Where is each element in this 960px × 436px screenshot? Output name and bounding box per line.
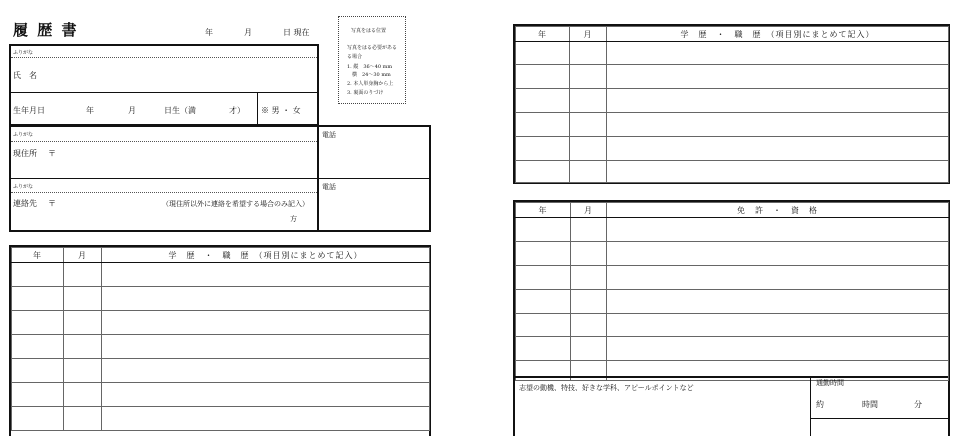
- year-cell[interactable]: [516, 337, 571, 361]
- table-row: [12, 311, 430, 335]
- address-field[interactable]: [60, 144, 310, 174]
- month-column-header: 月: [571, 203, 607, 218]
- contact-field[interactable]: [60, 195, 310, 225]
- month-cell[interactable]: [570, 89, 607, 113]
- address-phone-field[interactable]: [320, 140, 425, 174]
- year-column-header: 年: [12, 248, 64, 263]
- month-cell[interactable]: [570, 137, 607, 161]
- year-cell[interactable]: [516, 242, 571, 266]
- history-cell[interactable]: [607, 161, 949, 183]
- name-furigana-label: ふりがな: [13, 50, 34, 56]
- year-cell[interactable]: [516, 290, 571, 314]
- row-divider: [11, 178, 429, 179]
- photo-instruction: 3. 裏面のりづけ: [347, 90, 384, 96]
- license-cell[interactable]: [607, 266, 949, 290]
- month-cell[interactable]: [64, 359, 102, 383]
- year-cell[interactable]: [12, 287, 64, 311]
- contact-suffix: 方: [290, 215, 297, 223]
- history-cell[interactable]: [607, 42, 949, 65]
- furigana-divider: [11, 141, 317, 142]
- table-row: [12, 407, 430, 431]
- contact-phone-field[interactable]: [320, 192, 425, 226]
- commute-bottom-line: [811, 418, 948, 419]
- month-cell[interactable]: [571, 337, 607, 361]
- table-row: [12, 335, 430, 359]
- license-cell[interactable]: [607, 337, 949, 361]
- history-cell[interactable]: [607, 113, 949, 137]
- photo-instruction: 1. 縦 36〜40 mm: [347, 64, 393, 70]
- photo-instruction: 2. 本人単身胸から上: [347, 81, 394, 87]
- table-row: [516, 314, 949, 337]
- month-cell[interactable]: [64, 311, 102, 335]
- table-row: [12, 383, 430, 407]
- month-cell[interactable]: [570, 161, 607, 183]
- photo-instruction: 横 24〜30 mm: [347, 72, 391, 78]
- year-cell[interactable]: [516, 113, 570, 137]
- commute-divider: [810, 377, 811, 436]
- address-postal-mark: 〒: [48, 149, 56, 158]
- month-column-header: 月: [64, 248, 102, 263]
- table-row: [516, 266, 949, 290]
- history-cell[interactable]: [102, 383, 430, 407]
- history-cell[interactable]: [102, 263, 430, 287]
- month-cell[interactable]: [571, 314, 607, 337]
- month-cell[interactable]: [64, 287, 102, 311]
- month-cell[interactable]: [570, 65, 607, 89]
- table-row: [516, 161, 949, 183]
- photo-instruction: る場合: [347, 54, 363, 60]
- year-cell[interactable]: [12, 359, 64, 383]
- address-label: 現住所: [13, 149, 37, 158]
- date-month-label: 月: [244, 28, 252, 37]
- year-cell[interactable]: [516, 89, 570, 113]
- history-cell[interactable]: [102, 287, 430, 311]
- row-divider: [11, 92, 317, 93]
- year-cell[interactable]: [12, 335, 64, 359]
- license-cell[interactable]: [607, 242, 949, 266]
- photo-instruction: 写真をはる必要がある: [347, 45, 398, 51]
- year-cell[interactable]: [12, 383, 64, 407]
- year-column-header: 年: [516, 203, 571, 218]
- gender-selector[interactable]: ※ 男 ・ 女: [261, 106, 301, 115]
- history-cell[interactable]: [102, 311, 430, 335]
- month-cell[interactable]: [64, 335, 102, 359]
- month-cell[interactable]: [64, 383, 102, 407]
- month-cell[interactable]: [64, 407, 102, 431]
- contact-postal-mark: 〒: [48, 199, 56, 208]
- table-row: [12, 359, 430, 383]
- commute-hours-label: 時間: [862, 400, 878, 409]
- history-cell[interactable]: [102, 359, 430, 383]
- year-cell[interactable]: [516, 314, 571, 337]
- birth-age-label: 才）: [229, 106, 245, 115]
- year-cell[interactable]: [12, 407, 64, 431]
- table-row: [516, 242, 949, 266]
- month-cell[interactable]: [570, 113, 607, 137]
- year-cell[interactable]: [516, 266, 571, 290]
- history-cell[interactable]: [607, 137, 949, 161]
- year-cell[interactable]: [516, 137, 570, 161]
- history-cell[interactable]: [102, 335, 430, 359]
- year-cell[interactable]: [12, 263, 64, 287]
- year-cell[interactable]: [516, 65, 570, 89]
- month-cell[interactable]: [571, 290, 607, 314]
- license-cell[interactable]: [607, 218, 949, 242]
- name-field[interactable]: [60, 60, 310, 90]
- license-column-header: 免 許 ・ 資 格: [607, 203, 949, 218]
- month-cell[interactable]: [570, 42, 607, 65]
- month-cell[interactable]: [571, 218, 607, 242]
- furigana-divider: [11, 57, 317, 58]
- name-label: 氏 名: [13, 71, 37, 80]
- history-cell[interactable]: [102, 407, 430, 431]
- year-cell[interactable]: [12, 311, 64, 335]
- education-history-table-right: [513, 24, 950, 184]
- table-row: [516, 218, 949, 242]
- month-cell[interactable]: [571, 242, 607, 266]
- birth-year-label: 年: [86, 106, 94, 115]
- history-cell[interactable]: [607, 89, 949, 113]
- table-row: [516, 290, 949, 314]
- birth-day-label: 日生（満: [164, 106, 196, 115]
- month-cell[interactable]: [64, 263, 102, 287]
- table-row: [516, 337, 949, 361]
- photo-area[interactable]: [338, 16, 406, 104]
- contact-furigana-label: ふりがな: [13, 184, 34, 190]
- table-row: [12, 263, 430, 287]
- year-cell[interactable]: [516, 42, 570, 65]
- table-row: [516, 65, 949, 89]
- address-furigana-label: ふりがな: [13, 132, 34, 138]
- license-cell[interactable]: [607, 314, 949, 337]
- year-column-header: 年: [516, 27, 570, 42]
- year-cell[interactable]: [516, 161, 570, 183]
- photo-title: 写真をはる位置: [351, 28, 387, 34]
- year-cell[interactable]: [516, 218, 571, 242]
- table-row: [516, 42, 949, 65]
- motivation-field[interactable]: [517, 394, 807, 434]
- table-row: [516, 137, 949, 161]
- contact-phone-label: 電話: [322, 183, 336, 191]
- license-cell[interactable]: [607, 290, 949, 314]
- commute-hours-field[interactable]: [828, 395, 858, 411]
- date-year-label: 年: [205, 28, 213, 37]
- contact-label: 連絡先: [13, 199, 37, 208]
- commute-minutes-field[interactable]: [886, 395, 912, 411]
- table-row: [12, 287, 430, 311]
- commute-label: 通勤時間: [816, 379, 844, 387]
- table-row: [516, 89, 949, 113]
- date-day-label: 日 現在: [283, 28, 310, 37]
- form-title: 履 歴 書: [13, 21, 79, 39]
- commute-minutes-label: 分: [914, 400, 922, 409]
- gender-divider: [257, 93, 258, 124]
- motivation-label: 志望の動機、特技、好きな学科、アピールポイントなど: [519, 384, 694, 392]
- history-cell[interactable]: [607, 65, 949, 89]
- history-column-header: 学 歴 ・ 職 歴 （項目別にまとめて記入）: [607, 27, 949, 42]
- history-column-header: 学 歴 ・ 職 歴 （項目別にまとめて記入）: [102, 248, 430, 263]
- commute-approx-label: 約: [816, 400, 824, 409]
- table-row: [516, 113, 949, 137]
- month-cell[interactable]: [571, 266, 607, 290]
- address-phone-label: 電話: [322, 131, 336, 139]
- month-column-header: 月: [570, 27, 607, 42]
- birth-month-label: 月: [128, 106, 136, 115]
- contact-note: （現住所以外に連絡を希望する場合のみ記入）: [162, 200, 309, 208]
- education-history-table-left: [9, 245, 431, 436]
- motivation-top-border: [515, 376, 948, 378]
- birthdate-label: 生年月日: [13, 106, 45, 115]
- furigana-divider: [11, 192, 317, 193]
